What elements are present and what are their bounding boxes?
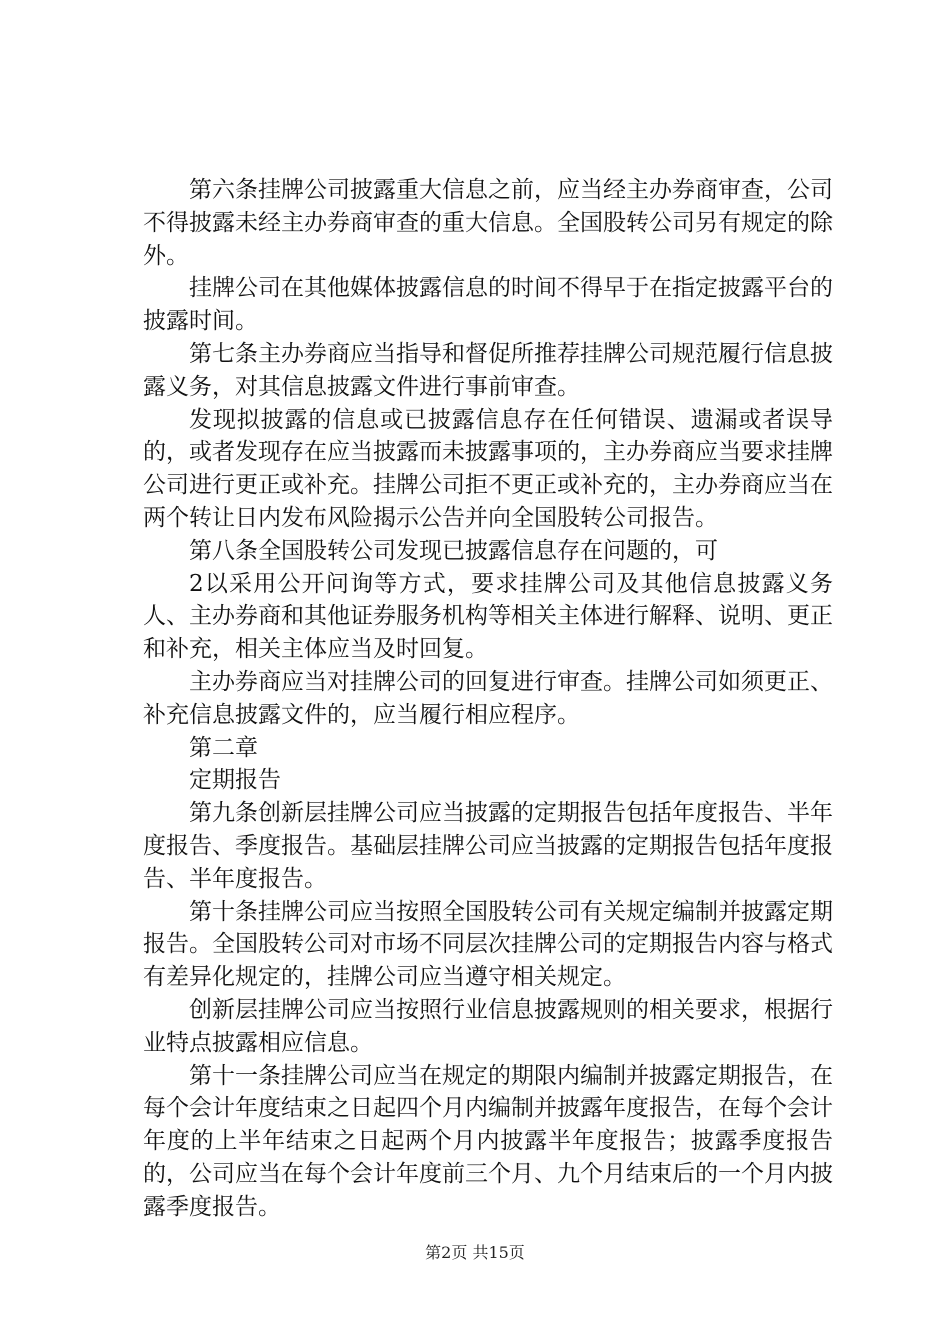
paragraph: 2以采用公开问询等方式，要求挂牌公司及其他信息披露义务人、主办券商和其他证券服务机构等相关主体进行解释、说明、更正和补充，相关主体应当及时回复。 [143, 570, 833, 663]
paragraph: 主办券商应当对挂牌公司的回复进行审查。挂牌公司如须更正、补充信息披露文件的，应当履行相应程序。 [143, 668, 833, 728]
paragraph: 第九条创新层挂牌公司应当披露的定期报告包括年度报告、半年度报告、季度报告。基础层挂牌公司应当披露的定期报告包括年度报告、半年度报告。 [143, 800, 833, 892]
page-number-footer: 第2页 共15页 [425, 1243, 525, 1262]
paragraph: 创新层挂牌公司应当按照行业信息披露规则的相关要求，根据行业特点披露相应信息。 [143, 996, 833, 1056]
paragraph: 第八条全国股转公司发现已披露信息存在问题的，可 [189, 537, 718, 564]
document-body [143, 174, 833, 1224]
paragraph: 挂牌公司在其他媒体披露信息的时间不得早于在指定披露平台的披露时间。 [143, 275, 833, 335]
chapter-number: 第二章 [189, 734, 258, 761]
paragraph: 第七条主办券商应当指导和督促所推荐挂牌公司规范履行信息披露义务，对其信息披露文件进行事前审查。 [143, 340, 833, 400]
paragraph: 发现拟披露的信息或已披露信息存在任何错误、遗漏或者误导的，或者发现存在应当披露而未披露事项的，主办券商应当要求挂牌公司进行更正或补充。挂牌公司拒不更正或补充的，主办券商应当在两个转让日内发布风险揭示公告并向全国股转公司报告。 [143, 406, 833, 531]
paragraph: 第六条挂牌公司披露重大信息之前，应当经主办券商审查，公司不得披露未经主办券商审查的重大信息。全国股转公司另有规定的除外。 [143, 177, 833, 269]
paragraph: 第十条挂牌公司应当按照全国股转公司有关规定编制并披露定期报告。全国股转公司对市场不同层次挂牌公司的定期报告内容与格式有差异化规定的，挂牌公司应当遵守相关规定。 [143, 898, 833, 991]
paragraph: 第十一条挂牌公司应当在规定的期限内编制并披露定期报告，在每个会计年度结束之日起四个月内编制并披露年度报告，在每个会计年度的上半年结束之日起两个月内披露半年度报告；披露季度报告的，公司应当在每个会计年度前三个月、九个月结束后的一个月内披露季度报告。 [143, 1062, 833, 1220]
chapter-title: 定期报告 [189, 767, 281, 794]
